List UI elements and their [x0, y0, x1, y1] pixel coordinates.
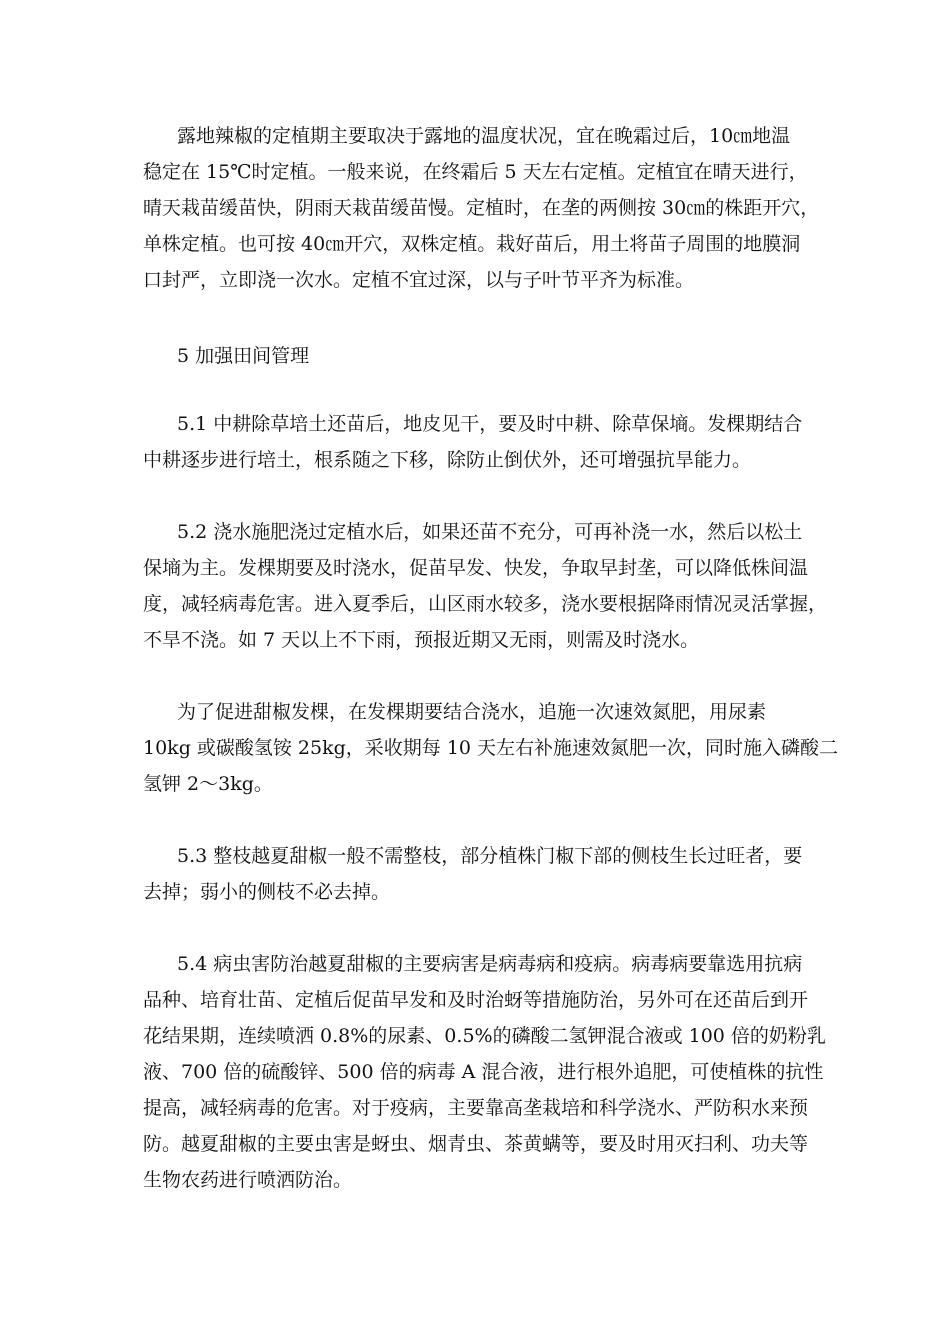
- text-line: 5.2 浇水施肥浇过定植水后，如果还苗不充分，可再补浇一水，然后以松土: [177, 521, 803, 543]
- text-line: 口封严，立即浇一次水。定植不宜过深，以与子叶节平齐为标准。: [143, 269, 695, 291]
- text-line: 防。越夏甜椒的主要虫害是蚜虫、烟青虫、茶黄螨等，要及时用灭扫利、功夫等: [143, 1133, 809, 1155]
- text-line: 中耕逐步进行培土，根系随之下移，除防止倒伏外，还可增强抗旱能力。: [143, 449, 752, 471]
- text-line: 稳定在 15℃时定植。一般来说，在终霜后 5 天左右定植。定植宜在晴天进行，: [143, 161, 808, 183]
- text-line: 氢钾 2～3kg。: [143, 773, 273, 795]
- text-line: 露地辣椒的定植期主要取决于露地的温度状况，宜在晚霜过后，10㎝地温: [177, 125, 791, 147]
- text-line: 单株定植。也可按 40㎝开穴，双株定植。栽好苗后，用土将苗子周围的地膜洞: [143, 233, 801, 255]
- text-line: 5.3 整枝越夏甜椒一般不需整枝，部分植株门椒下部的侧枝生长过旺者，要: [177, 845, 803, 867]
- text-line: 品种、培育壮苗、定植后促苗早发和及时治蚜等措施防治，另外可在还苗后到开: [143, 989, 809, 1011]
- text-line: 为了促进甜椒发棵，在发棵期要结合浇水，追施一次速效氮肥，用尿素: [177, 701, 767, 723]
- text-line: 去掉；弱小的侧枝不必去掉。: [143, 881, 391, 903]
- text-line: 5.4 病虫害防治越夏甜椒的主要病害是病毒病和疫病。病毒病要靠选用抗病: [177, 953, 803, 975]
- text-line: 提高，减轻病毒的危害。对于疫病，主要靠高垄栽培和科学浇水、严防积水来预: [143, 1097, 809, 1119]
- text-line: 生物农药进行喷洒防治。: [143, 1169, 353, 1191]
- text-line: 不旱不浇。如 7 天以上不下雨，预报近期又无雨，则需及时浇水。: [143, 629, 700, 651]
- text-line: 晴天栽苗缓苗快，阴雨天栽苗缓苗慢。定植时，在垄的两侧按 30㎝的株距开穴，: [143, 197, 820, 219]
- text-line: 度，减轻病毒危害。进入夏季后，山区雨水较多，浇水要根据降雨情况灵活掌握，: [143, 593, 828, 615]
- text-line: 10kg 或碳酸氢铵 25kg，采收期每 10 天左右补施速效氮肥一次，同时施入磷酸二: [143, 737, 839, 759]
- heading-text: 5 加强田间管理: [177, 345, 310, 367]
- text-line: 5.1 中耕除草培土还苗后，地皮见干，要及时中耕、除草保墒。发棵期结合: [177, 413, 803, 435]
- text-line: 保墒为主。发棵期要及时浇水，促苗早发、快发，争取早封垄，可以降低株间温: [143, 557, 809, 579]
- text-line: 液、700 倍的硫酸锌、500 倍的病毒 A 混合液，进行根外追肥，可使植株的抗性: [143, 1061, 824, 1083]
- text-line: 花结果期，连续喷洒 0.8%的尿素、0.5%的磷酸二氢钾混合液或 100 倍的奶粉乳: [143, 1025, 826, 1047]
